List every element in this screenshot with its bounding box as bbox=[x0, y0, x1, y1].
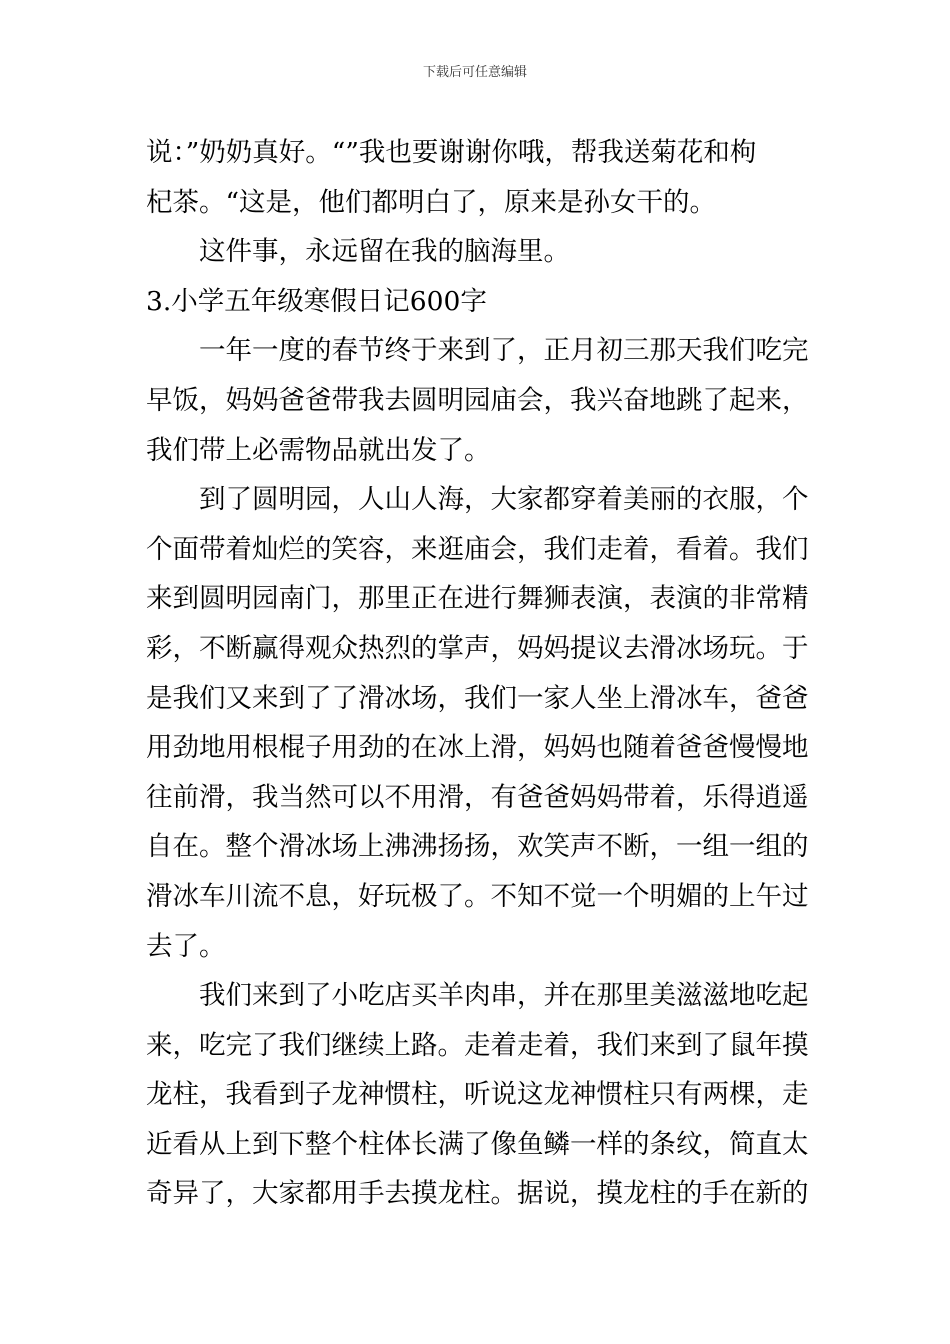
page-header: 下载后可任意编辑 bbox=[422, 65, 527, 80]
text-line: 去了。 bbox=[146, 930, 226, 962]
text-line: 杞茶。“这是，他们都明白了，原来是孙女干的。 bbox=[146, 186, 717, 218]
text-line: 用劲地用根棍子用劲的在冰上滑，妈妈也随着爸爸慢慢地 bbox=[146, 732, 809, 764]
section-heading: 3.小学五年级寒假日记600字 bbox=[146, 285, 487, 317]
text-line: 龙柱，我看到子龙神惯柱，听说这龙神惯柱只有两棵，走 bbox=[146, 1079, 809, 1111]
paragraph-start: 我们来到了小吃店买羊肉串，并在那里美滋滋地吃起 bbox=[199, 980, 809, 1012]
text-line: 奇异了，大家都用手去摸龙柱。据说，摸龙柱的手在新的 bbox=[146, 1178, 809, 1210]
text-line: 滑冰车川流不息，好玩极了。不知不觉一个明媚的上午过 bbox=[146, 880, 809, 912]
paragraph-start: 一年一度的春节终于来到了，正月初三那天我们吃完 bbox=[199, 335, 809, 367]
text-line: 来到圆明园南门，那里正在进行舞狮表演，表演的非常精 bbox=[146, 583, 809, 615]
text-line: 早饭，妈妈爸爸带我去圆明园庙会，我兴奋地跳了起来， bbox=[146, 384, 809, 416]
text-line: 个面带着灿烂的笑容，来逛庙会，我们走着，看着。我们 bbox=[146, 533, 809, 565]
text-line: 自在。整个滑冰场上沸沸扬扬，欢笑声不断，一组一组的 bbox=[146, 831, 809, 863]
paragraph-start: 到了圆明园，人山人海，大家都穿着美丽的衣服，个 bbox=[199, 484, 809, 516]
document-body bbox=[146, 128, 810, 1219]
text-line: 彩，不断赢得观众热烈的掌声，妈妈提议去滑冰场玩。于 bbox=[146, 632, 809, 664]
text-line: 来，吃完了我们继续上路。走着走着，我们来到了鼠年摸 bbox=[146, 1029, 809, 1061]
text-line: 近看从上到下整个柱体长满了像鱼鳞一样的条纹，简直太 bbox=[146, 1128, 809, 1160]
text-line: 我们带上必需物品就出发了。 bbox=[146, 434, 491, 466]
paragraph-start: 这件事，永远留在我的脑海里。 bbox=[199, 236, 570, 268]
text-line: 是我们又来到了了滑冰场，我们一家人坐上滑冰车，爸爸 bbox=[146, 682, 809, 714]
text-line: 往前滑，我当然可以不用滑，有爸爸妈妈带着，乐得逍遥 bbox=[146, 781, 809, 813]
text-line: 说：”奶奶真好。“”我也要谢谢你哦，帮我送菊花和枸 bbox=[146, 137, 757, 168]
